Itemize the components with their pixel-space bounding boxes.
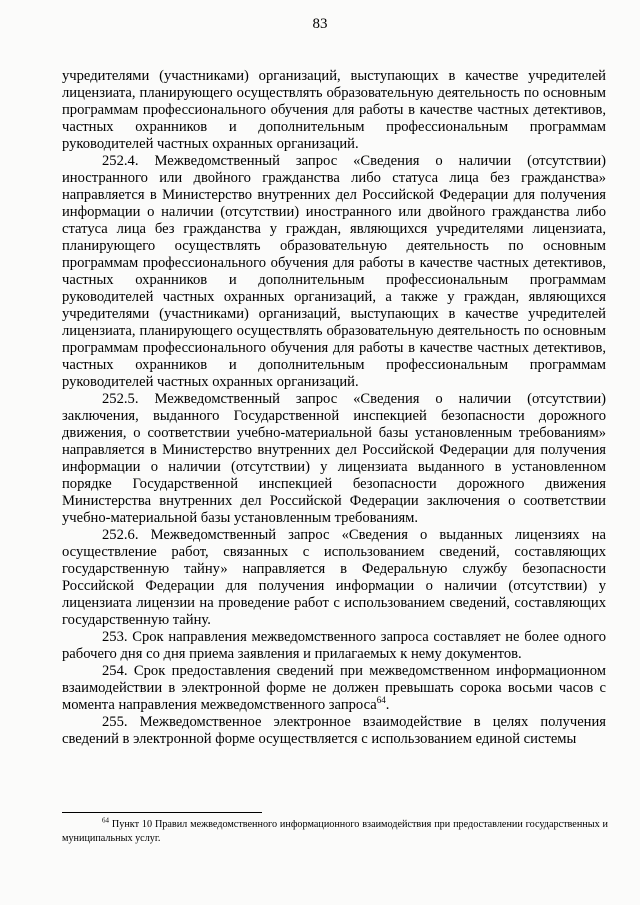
document-body xyxy=(62,68,606,748)
footnote-separator xyxy=(62,812,262,813)
paragraph-text: 253. Срок направления межведомственного запроса составляет не более одного рабочего дня со дня приема заявления и прилагаемых к нему документов. xyxy=(62,629,606,662)
paragraph-text: 254. Срок предоставления сведений при межведомственном информационном взаимодействии в электронной форме не должен превышать сорока восьми часов с момента направления межведомственного запроса xyxy=(62,663,606,713)
paragraph-252-6 xyxy=(62,527,606,629)
paragraph-252-5 xyxy=(62,391,606,527)
paragraph-end-punctuation: . xyxy=(385,697,390,713)
paragraph-text: 252.5. Межведомственный запрос «Сведения о наличии (отсутствии) заключения, выданного Государственной инспекцией безопасности дорожного движения, о соответствии учебно-материальной базы установленным требованиям» направляется в Министерство внутренних дел Российской Федерации для получения информации о наличии (отсутствии) у лицензиата выданного в установленном порядке Государственной инспекцией безопасности дорожного движения Министерства внутренних дел Российской Федерации заключения о соответствии учебно-материальной базы установленным требованиям. xyxy=(62,391,606,526)
paragraph-continuation xyxy=(62,68,606,153)
paragraph-text: учредителями (участниками) организаций, выступающих в качестве учредителей лицензиата, планирующего осуществлять образовательную деятельность по основным программам профессионального обучения для работы в качестве частных детективов, частных охранников и дополнительным профессиональным программам руководителей частных охранных организаций. xyxy=(62,68,606,152)
paragraph-252-4 xyxy=(62,153,606,391)
page-number: 83 xyxy=(312,16,328,32)
paragraph-253 xyxy=(62,629,606,663)
paragraph-text: 252.4. Межведомственный запрос «Сведения о наличии (отсутствии) иностранного или двойного гражданства либо статуса лица без гражданства» направляется в Министерство внутренних дел Российской Федерации для получения информации о наличии (отсутствии) иностранного или двойного гражданства либо статуса лица без гражданства у граждан, являющихся учредителями лицензиата, планирующего осуществлять образовательную деятельность по основным программам профессионального обучения для работы в качестве частных детективов, частных охранников и дополнительным профессиональным программам руководителей частных охранных организаций, а также у граждан, являющихся учредителями (участниками) организаций, выступающих в качестве учредителей лицензиата, планирующего осуществлять образовательную деятельность по основным программам профессионального обучения для работы в качестве частных детективов, частных охранников и дополнительным профессиональным программам руководителей частных охранных организаций. xyxy=(62,153,606,390)
paragraph-text: 252.6. Межведомственный запрос «Сведения о выданных лицензиях на осуществление работ, связанных с использованием сведений, составляющих государственную тайну» направляется в Федеральную службу безопасности Российской Федерации для получения информации о наличии (отсутствии) у лицензиата лицензии на проведение работ с использованием сведений, составляющих государственную тайну. xyxy=(62,527,606,628)
footnote-marker: 64 xyxy=(102,816,109,825)
footnote-reference[interactable]: 64 xyxy=(376,695,386,706)
paragraph-255 xyxy=(62,714,606,748)
paragraph-text: 255. Межведомственное электронное взаимодействие в целях получения сведений в электронной форме осуществляется с использованием единой системы xyxy=(62,714,606,747)
paragraph-254 xyxy=(62,663,606,714)
footnote xyxy=(62,818,608,846)
footnote-text: Пункт 10 Правил межведомственного информационного взаимодействия при предоставлении государственных и муниципальных услуг. xyxy=(62,819,608,844)
